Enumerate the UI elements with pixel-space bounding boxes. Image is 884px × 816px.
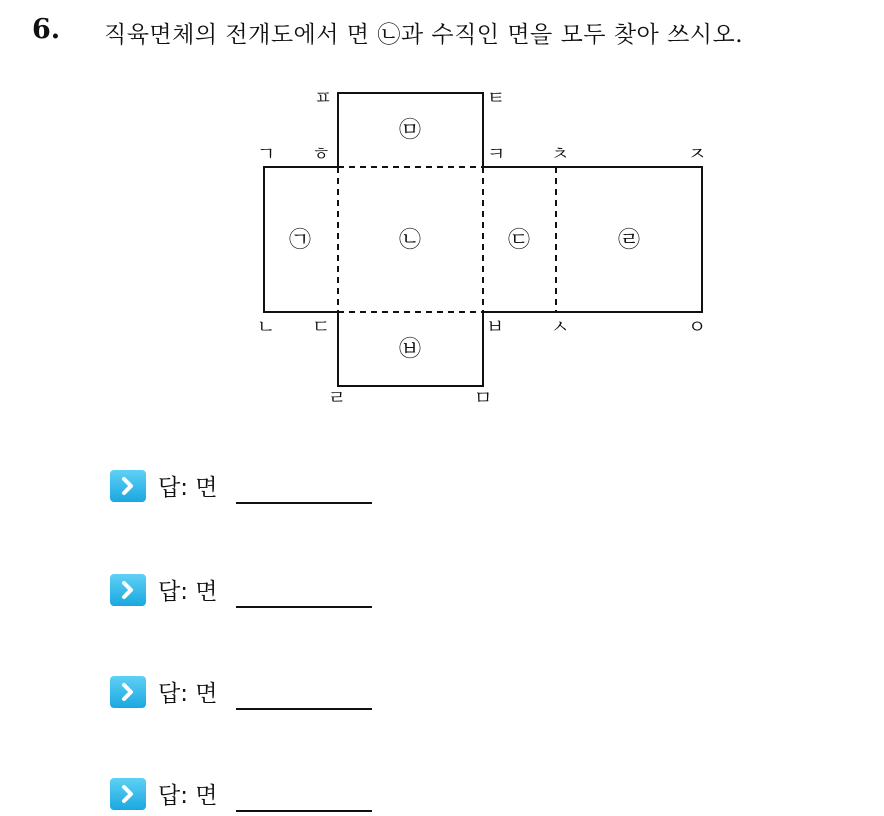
vertex-label-b: ㅂ xyxy=(485,316,505,338)
vertex-label-o: ㅇ xyxy=(687,316,707,338)
vertex-label-h: ㅎ xyxy=(311,143,331,165)
vertex-label-m: ㅁ xyxy=(473,387,493,409)
chevron-right-icon xyxy=(110,470,146,502)
answer-blank[interactable] xyxy=(236,606,372,608)
face-label-top: ㉤ xyxy=(398,118,422,143)
face-label-center: ㉡ xyxy=(398,228,422,253)
face-label-right1: ㉢ xyxy=(507,228,531,253)
question-text: 직육면체의 전개도에서 면 ㉡과 수직인 면을 모두 찾아 쓰시오. xyxy=(104,22,744,48)
vertex-label-g: ㄱ xyxy=(256,143,276,165)
vertex-label-n: ㄴ xyxy=(256,316,276,338)
vertex-label-k: ㅋ xyxy=(486,143,506,165)
question-number: 6. xyxy=(32,14,61,45)
answer-label: 답: 면 xyxy=(158,783,218,809)
answer-label: 답: 면 xyxy=(158,579,218,605)
vertex-label-t: ㅌ xyxy=(486,87,506,109)
vertex-label-r: ㄹ xyxy=(327,387,347,409)
answer-label: 답: 면 xyxy=(158,475,218,501)
answer-row-1 xyxy=(110,466,410,506)
vertex-label-d: ㄷ xyxy=(311,316,331,338)
face-label-left: ㉠ xyxy=(288,228,312,253)
answer-blank[interactable] xyxy=(236,810,372,812)
face-label-right2: ㉣ xyxy=(617,228,641,253)
vertex-label-j: ㅈ xyxy=(687,143,707,165)
vertex-label-ch: ㅊ xyxy=(550,143,570,165)
answer-blank[interactable] xyxy=(236,502,372,504)
answer-blank[interactable] xyxy=(236,708,372,710)
answer-label: 답: 면 xyxy=(158,681,218,707)
answer-row-4 xyxy=(110,774,410,814)
chevron-right-icon xyxy=(110,778,146,810)
answer-row-3 xyxy=(110,672,410,712)
chevron-right-icon xyxy=(110,676,146,708)
chevron-right-icon xyxy=(110,574,146,606)
vertex-label-s: ㅅ xyxy=(550,316,570,338)
answer-row-2 xyxy=(110,570,410,610)
vertex-label-p: ㅍ xyxy=(313,87,333,109)
face-label-bottom: ㉥ xyxy=(398,337,422,362)
